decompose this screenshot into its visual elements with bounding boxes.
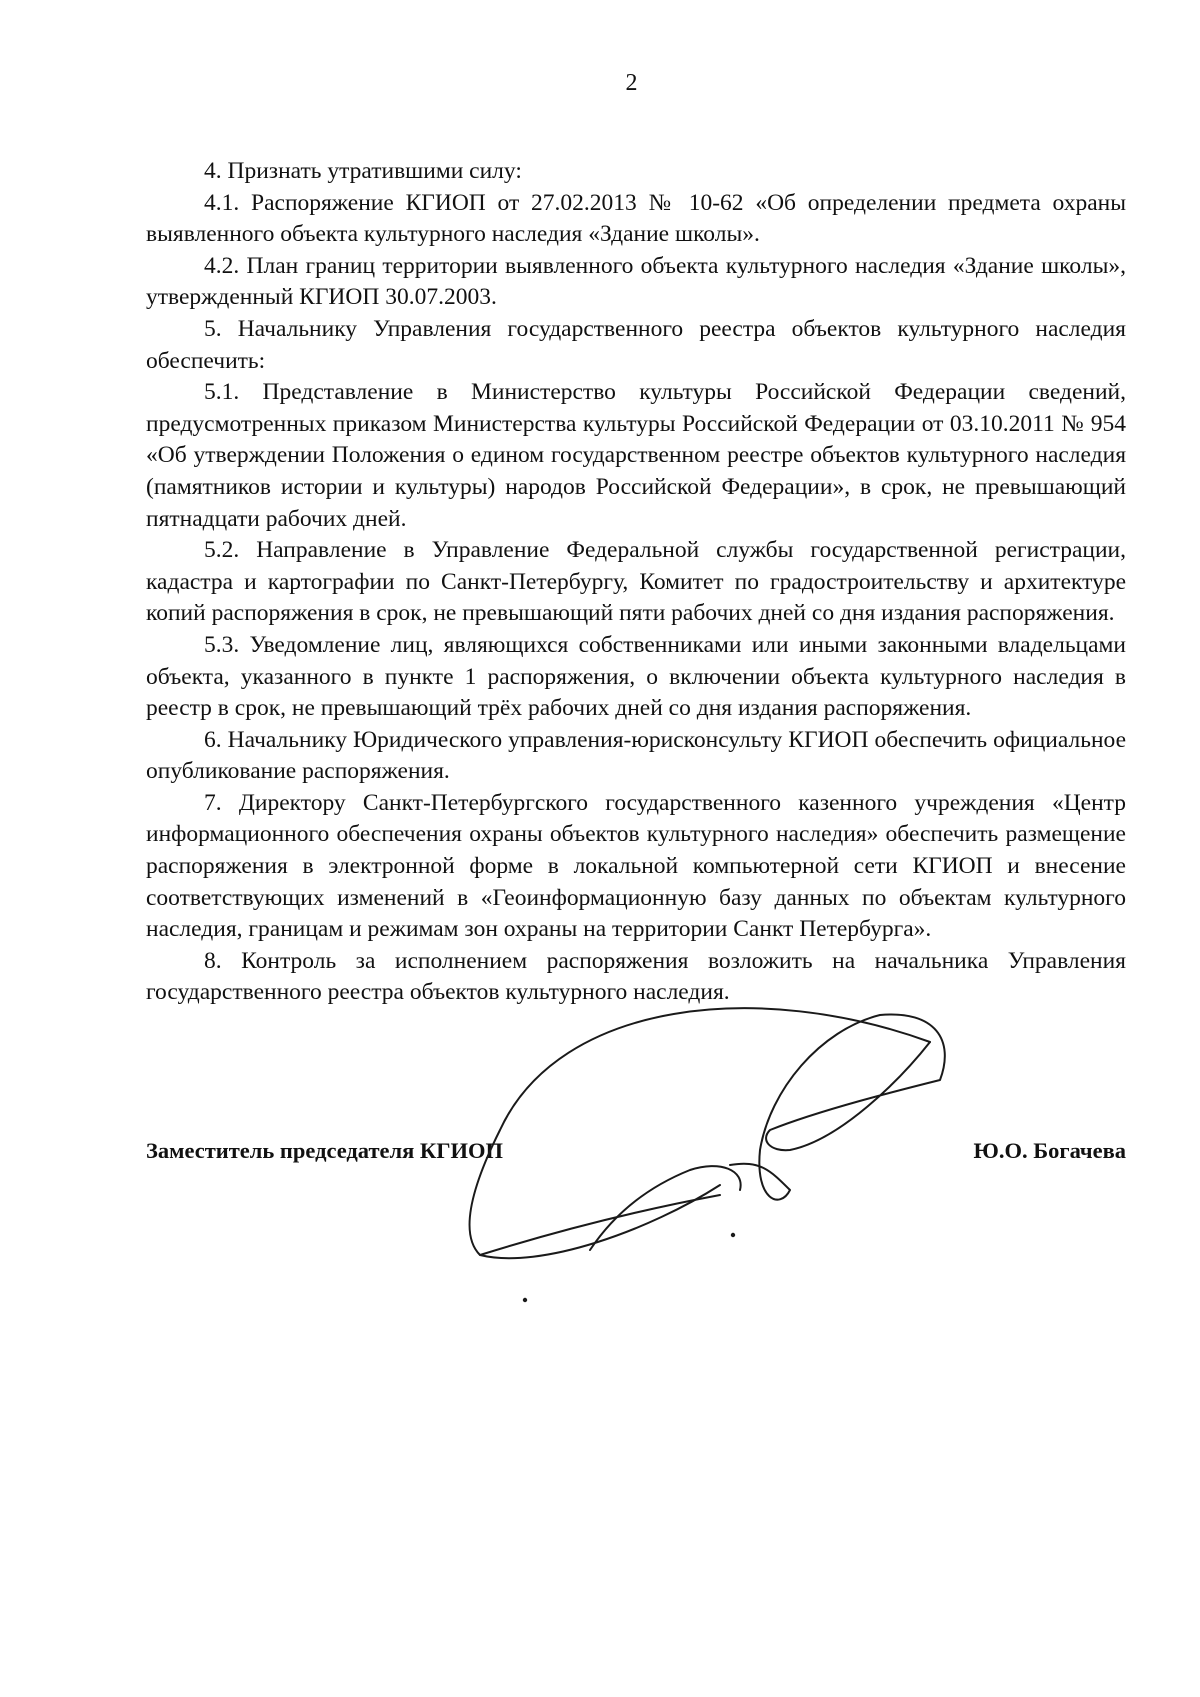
- page-number: 2: [625, 70, 638, 96]
- item-8: 8. Контроль за исполнением распоряжения возложить на начальника Управления государственного реестра объектов культурного наследия.: [146, 947, 1126, 1006]
- signatory-title: Заместитель председателя КГИОП: [146, 1138, 504, 1163]
- signature-stroke-loop: [470, 1008, 930, 1258]
- signature-stroke-tail: [590, 1166, 741, 1250]
- signature-stroke-right: [730, 1014, 945, 1199]
- item-7: 7. Директору Санкт-Петербургского государственного казенного учреждения «Центр информационного обеспечения охраны объектов культурного наследия» обеспечить размещение распоряжения в электронной форме в локальной компьютерной сети КГИОП и внесение соответствующих изменений в «Геоинформационную базу данных по объектам культурного наследия, границам и режимам зон охраны на территории Санкт Петербурга».: [146, 789, 1126, 943]
- signature-dot-1: [732, 1234, 734, 1236]
- signature-stroke-middle: [480, 1195, 720, 1255]
- item-6: 6. Начальнику Юридического управления-юрисконсульту КГИОП обеспечить официальное опубликование распоряжения.: [146, 726, 1126, 785]
- item-5-1: 5.1. Представление в Министерство культуры Российской Федерации сведений, предусмотренных приказом Министерства культуры Российской Федерации от 03.10.2011 № 954 «Об утверждении Положения о едином государственном реестре объектов культурного наследия (памятников истории и культуры) народов Российской Федерации», в срок, не превышающий пятнадцати рабочих дней.: [146, 379, 1126, 532]
- item-5: 5. Начальнику Управления государственного реестра объектов культурного наследия обеспечить:: [146, 315, 1126, 374]
- item-4: 4. Признать утратившими силу:: [204, 158, 522, 184]
- item-5-2: 5.2. Направление в Управление Федеральной службы государственной регистрации, кадастра и картографии по Санкт-Петербургу, Комитет по градостроительству и архитектуре копий распоряжения в срок, не превышающий пяти рабочих дней со дня издания распоряжения.: [146, 537, 1126, 627]
- item-4-1: 4.1. Распоряжение КГИОП от 27.02.2013 № 10-62 «Об определении предмета охраны выявленного объекта культурного наследия «Здание школы».: [146, 189, 1126, 248]
- document-body: [146, 156, 1126, 1009]
- item-5-3: 5.3. Уведомление лиц, являющихся собственниками или иными законными владельцами объекта, указанного в пункте 1 распоряжения, о включении объекта культурного наследия в реестр в срок, не превышающий трёх рабочих дней со дня издания распоряжения.: [146, 631, 1126, 722]
- item-4-2: 4.2. План границ территории выявленного объекта культурного наследия «Здание школы», утвержденный КГИОП 30.07.2003.: [146, 252, 1126, 311]
- signatory-name: Ю.О. Богачева: [973, 1138, 1126, 1163]
- signature-dot-2: [524, 1299, 526, 1301]
